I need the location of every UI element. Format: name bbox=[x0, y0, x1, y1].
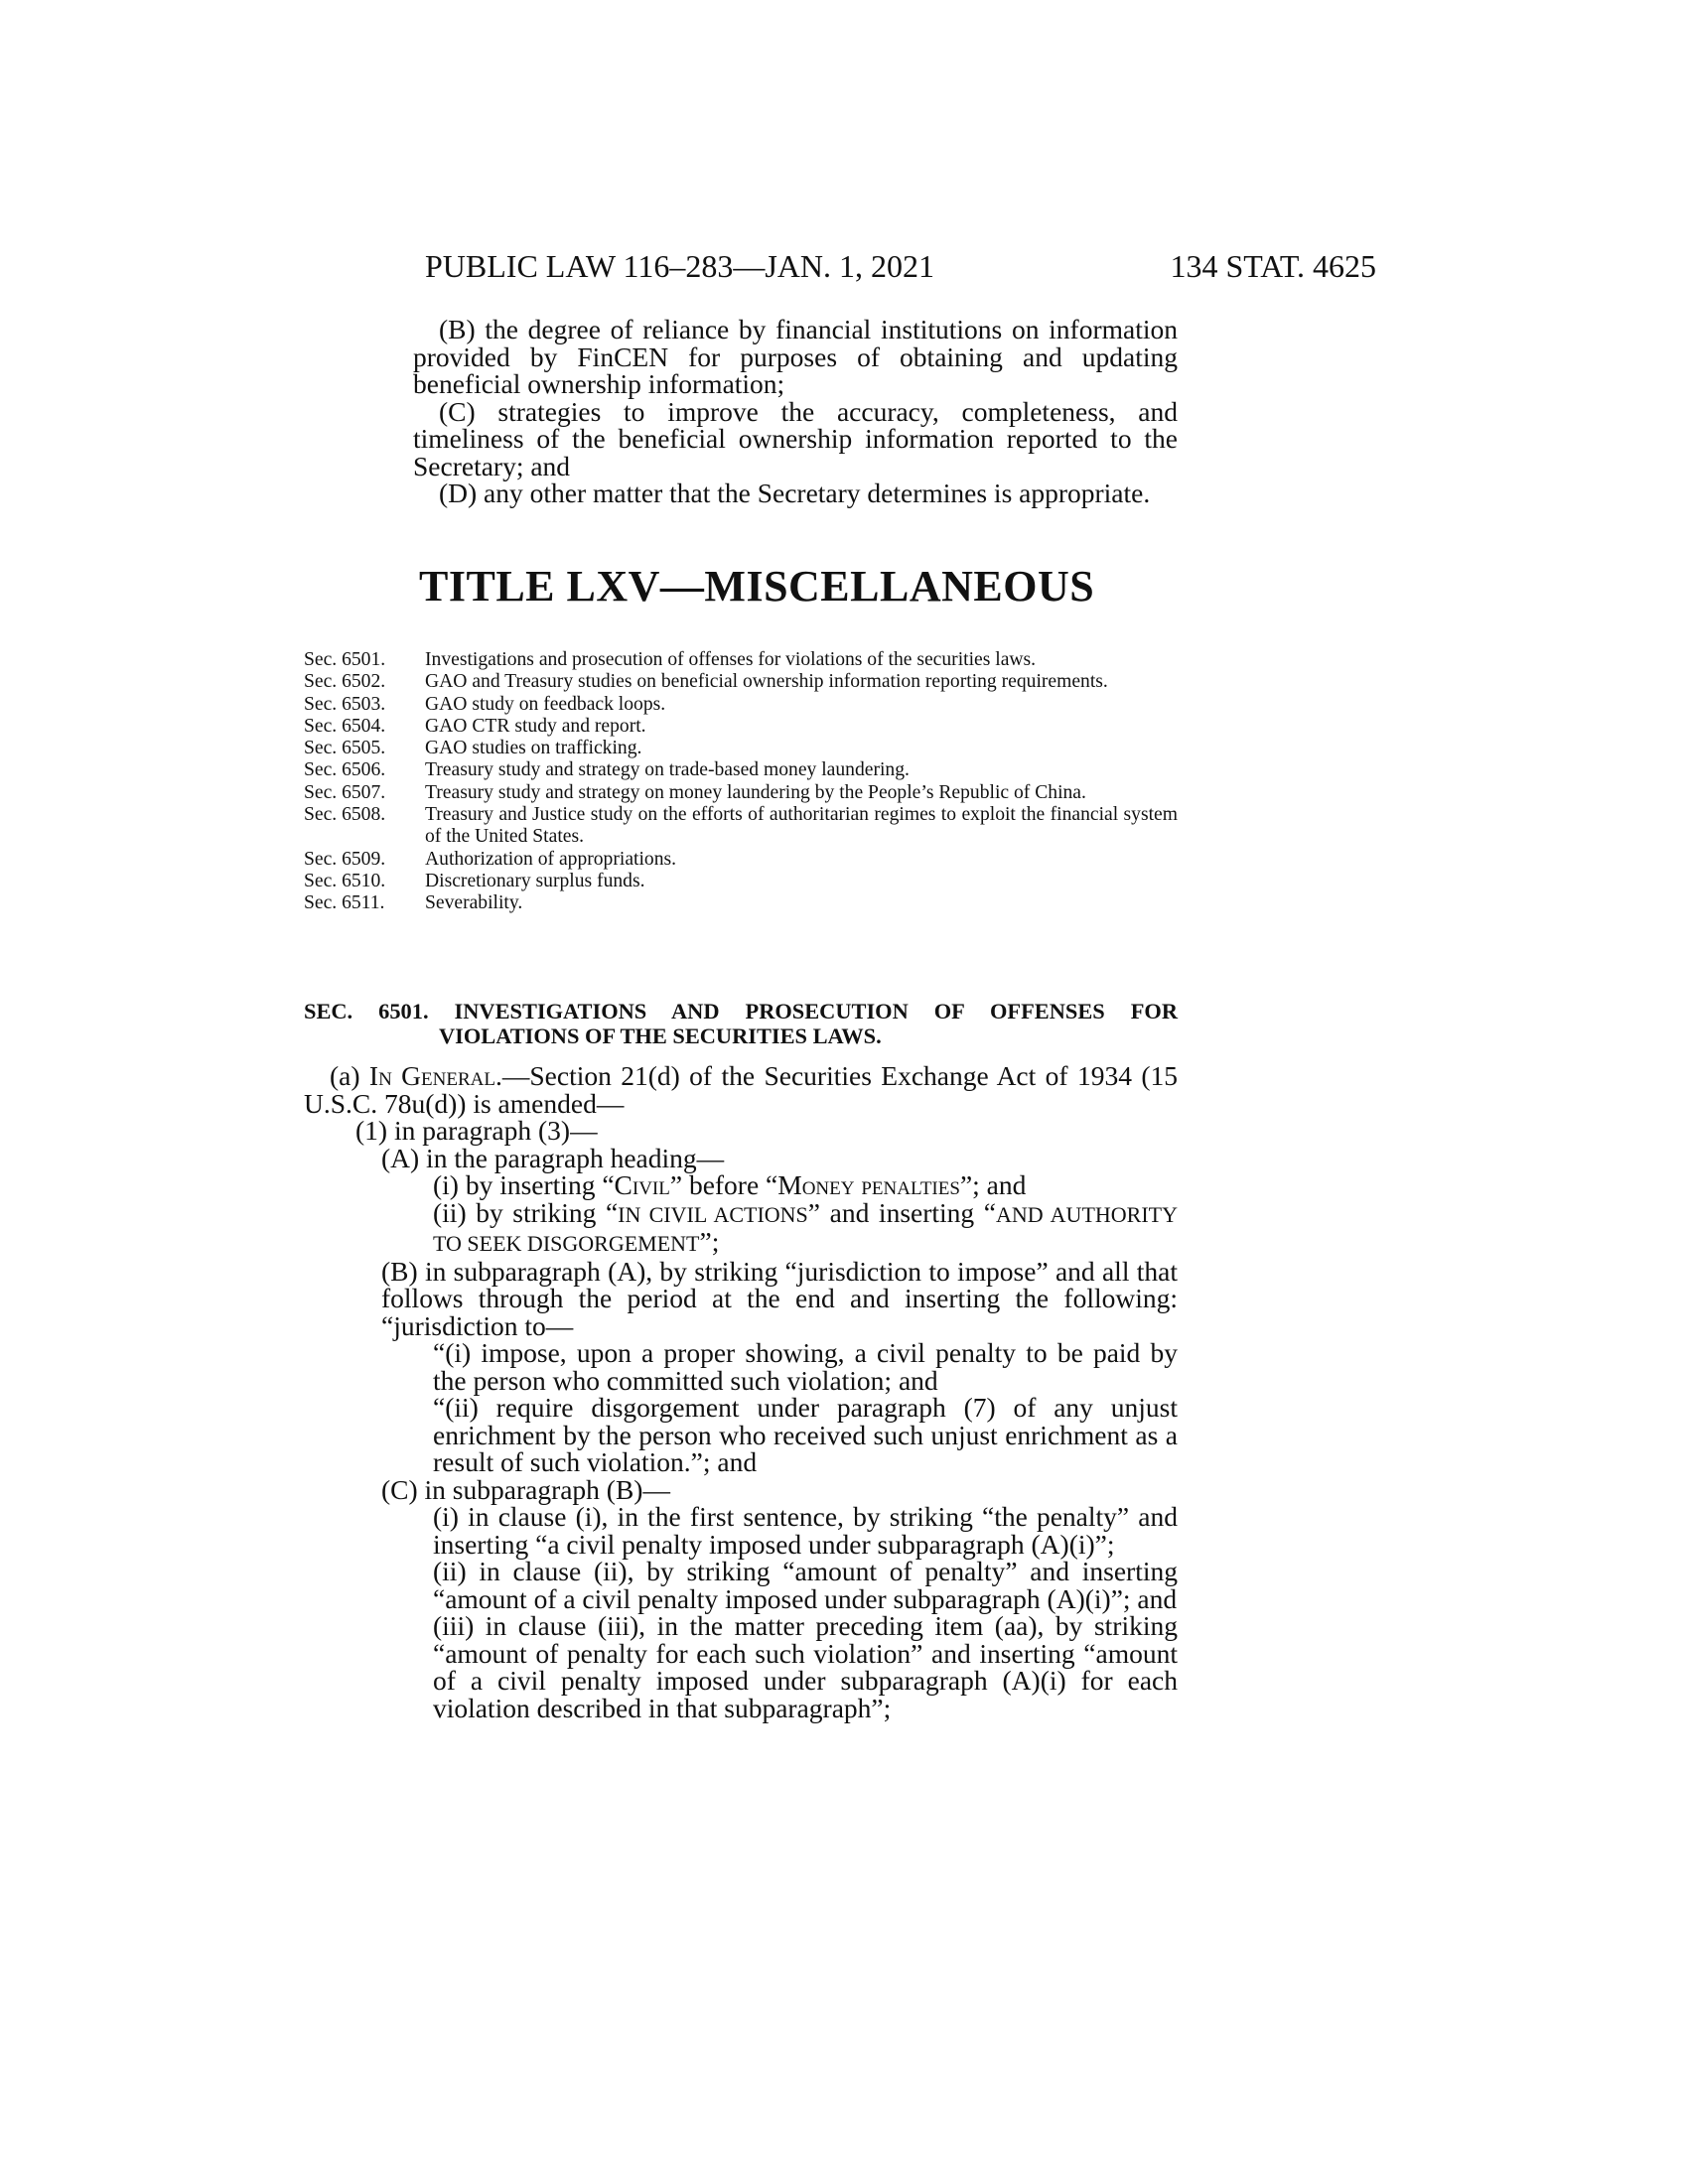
clause-ii-text: (ii) by striking “ bbox=[433, 1196, 619, 1228]
quoted-clause-ii: “(ii) require disgorgement under paragraph (7) of any unjust enrichment by the person who received such unjust enrichment as a result of such violation.”; and bbox=[433, 1392, 1178, 1477]
toc-item bbox=[304, 649, 1178, 671]
subsection-a-caption: In General bbox=[368, 1060, 495, 1091]
clause-i-term1: Civil bbox=[614, 1169, 670, 1200]
clause-ii-term1: IN CIVIL ACTIONS bbox=[618, 1201, 808, 1227]
toc-text: GAO study on feedback loops. bbox=[425, 693, 666, 715]
toc-item bbox=[304, 892, 1178, 914]
toc-number: Sec. 6505. bbox=[304, 738, 386, 759]
clause-i bbox=[304, 1171, 1178, 1199]
section-body bbox=[304, 1062, 1178, 1721]
table-of-contents bbox=[304, 649, 1178, 915]
subsection-a-text: .—Section 21(d) of the Securities Exchange Act of 1934 (15 U.S.C. 78u(d)) is amended— bbox=[304, 1060, 1179, 1119]
toc-item bbox=[304, 849, 1178, 871]
paragraph-d: (D) any other matter that the Secretary determines is appropriate. bbox=[439, 478, 1151, 508]
toc-item bbox=[304, 759, 1178, 781]
public-law-citation: PUBLIC LAW 116–283—JAN. 1, 2021 bbox=[425, 248, 934, 284]
toc-item bbox=[304, 871, 1178, 892]
toc-number: Sec. 6506. bbox=[304, 759, 386, 781]
toc-number: Sec. 6507. bbox=[304, 781, 386, 803]
toc-number: Sec. 6504. bbox=[304, 715, 386, 737]
clause-ii-end: ”; bbox=[699, 1226, 720, 1257]
continued-paragraphs bbox=[413, 316, 1178, 507]
toc-text: Treasury study and strategy on trade-based money laundering. bbox=[425, 759, 910, 781]
c-clause-i: (i) in clause (i), in the first sentence, by striking “the penalty” and inserting “a civil penalty imposed under subparagraph (A)(i)”; bbox=[433, 1501, 1178, 1560]
paragraph-b: (B) the degree of reliance by financial institutions on information provided by FinCEN for purposes of obtaining and updating beneficial ownership information; bbox=[413, 314, 1178, 399]
c-clause-ii: (ii) in clause (ii), by striking “amount of penalty” and inserting “amount of a civil penalty imposed under subparagraph (A)(i)”; and bbox=[433, 1556, 1178, 1614]
toc-number: Sec. 6508. bbox=[304, 804, 386, 826]
toc-number: Sec. 6503. bbox=[304, 693, 386, 715]
page-header bbox=[425, 248, 1376, 292]
subparagraph-c: (C) in subparagraph (B)— bbox=[381, 1473, 670, 1505]
section-heading-line2: VIOLATIONS OF THE SECURITIES LAWS. bbox=[439, 1024, 882, 1048]
statute-page-number: 134 STAT. 4625 bbox=[1170, 248, 1376, 284]
subparagraph-a: (A) in the paragraph heading— bbox=[381, 1142, 725, 1173]
clause-i-term2: Money penalties bbox=[777, 1169, 960, 1200]
toc-number: Sec. 6509. bbox=[304, 848, 386, 870]
toc-text: Treasury study and strategy on money laundering by the People’s Republic of China. bbox=[425, 781, 1086, 803]
toc-item bbox=[304, 671, 1178, 693]
toc-number: Sec. 6510. bbox=[304, 870, 386, 891]
toc-text: Discretionary surplus funds. bbox=[425, 870, 645, 891]
toc-item bbox=[304, 738, 1178, 759]
paragraph-1: (1) in paragraph (3)— bbox=[355, 1115, 598, 1146]
toc-text: GAO and Treasury studies on beneficial ownership information reporting requirements. bbox=[425, 671, 1108, 693]
clause-ii bbox=[304, 1196, 1178, 1258]
toc-number: Sec. 6501. bbox=[304, 649, 386, 670]
subsection-a bbox=[304, 1062, 1178, 1117]
quoted-clause-i: “(i) impose, upon a proper showing, a civil penalty to be paid by the person who committed such violation; and bbox=[433, 1337, 1178, 1396]
toc-text: Investigations and prosecution of offenses for violations of the securities laws. bbox=[425, 649, 1037, 670]
toc-item bbox=[304, 694, 1178, 716]
toc-text: GAO CTR study and report. bbox=[425, 715, 646, 737]
toc-item bbox=[304, 804, 1178, 849]
c-clause-iii: (iii) in clause (iii), in the matter preceding item (aa), by striking “amount of penalty for each such violation” and inserting “amount of a civil penalty imposed under subparagraph (A)(i) for each violation described in that subparagraph”; bbox=[433, 1610, 1178, 1723]
clause-i-text: (i) by inserting “ bbox=[433, 1169, 615, 1200]
section-heading bbox=[304, 999, 1178, 1048]
clause-i-end: ”; and bbox=[959, 1169, 1027, 1200]
toc-number: Sec. 6502. bbox=[304, 671, 386, 693]
toc-number: Sec. 6511. bbox=[304, 892, 385, 914]
subsection-a-label: (a) bbox=[330, 1060, 360, 1091]
toc-item bbox=[304, 782, 1178, 804]
toc-item bbox=[304, 716, 1178, 738]
clause-ii-term2: AND AUTHORITY TO SEEK DISGORGEMENT bbox=[433, 1201, 1178, 1256]
section-heading-line1: SEC. 6501. INVESTIGATIONS AND PROSECUTION OF OFFENSES FOR bbox=[304, 999, 1178, 1024]
paragraph-c: (C) strategies to improve the accuracy, completeness, and timeliness of the beneficial ownership information reported to the Secretary; and bbox=[413, 395, 1178, 481]
toc-text: Severability. bbox=[425, 892, 523, 914]
toc-text: Authorization of appropriations. bbox=[425, 848, 677, 870]
clause-ii-text2: ” and inserting “ bbox=[807, 1196, 996, 1228]
toc-text: GAO studies on trafficking. bbox=[425, 738, 642, 759]
clause-i-text2: ” before “ bbox=[669, 1169, 778, 1200]
toc-text: Treasury and Justice study on the efforts of authoritarian regimes to exploit the financial system of the United States. bbox=[425, 804, 1178, 848]
title-heading: TITLE LXV—MISCELLANEOUS bbox=[419, 562, 1095, 611]
subparagraph-b: (B) in subparagraph (A), by striking “jurisdiction to impose” and all that follows through the period at the end and inserting the following: “jurisdiction to— bbox=[381, 1255, 1178, 1341]
